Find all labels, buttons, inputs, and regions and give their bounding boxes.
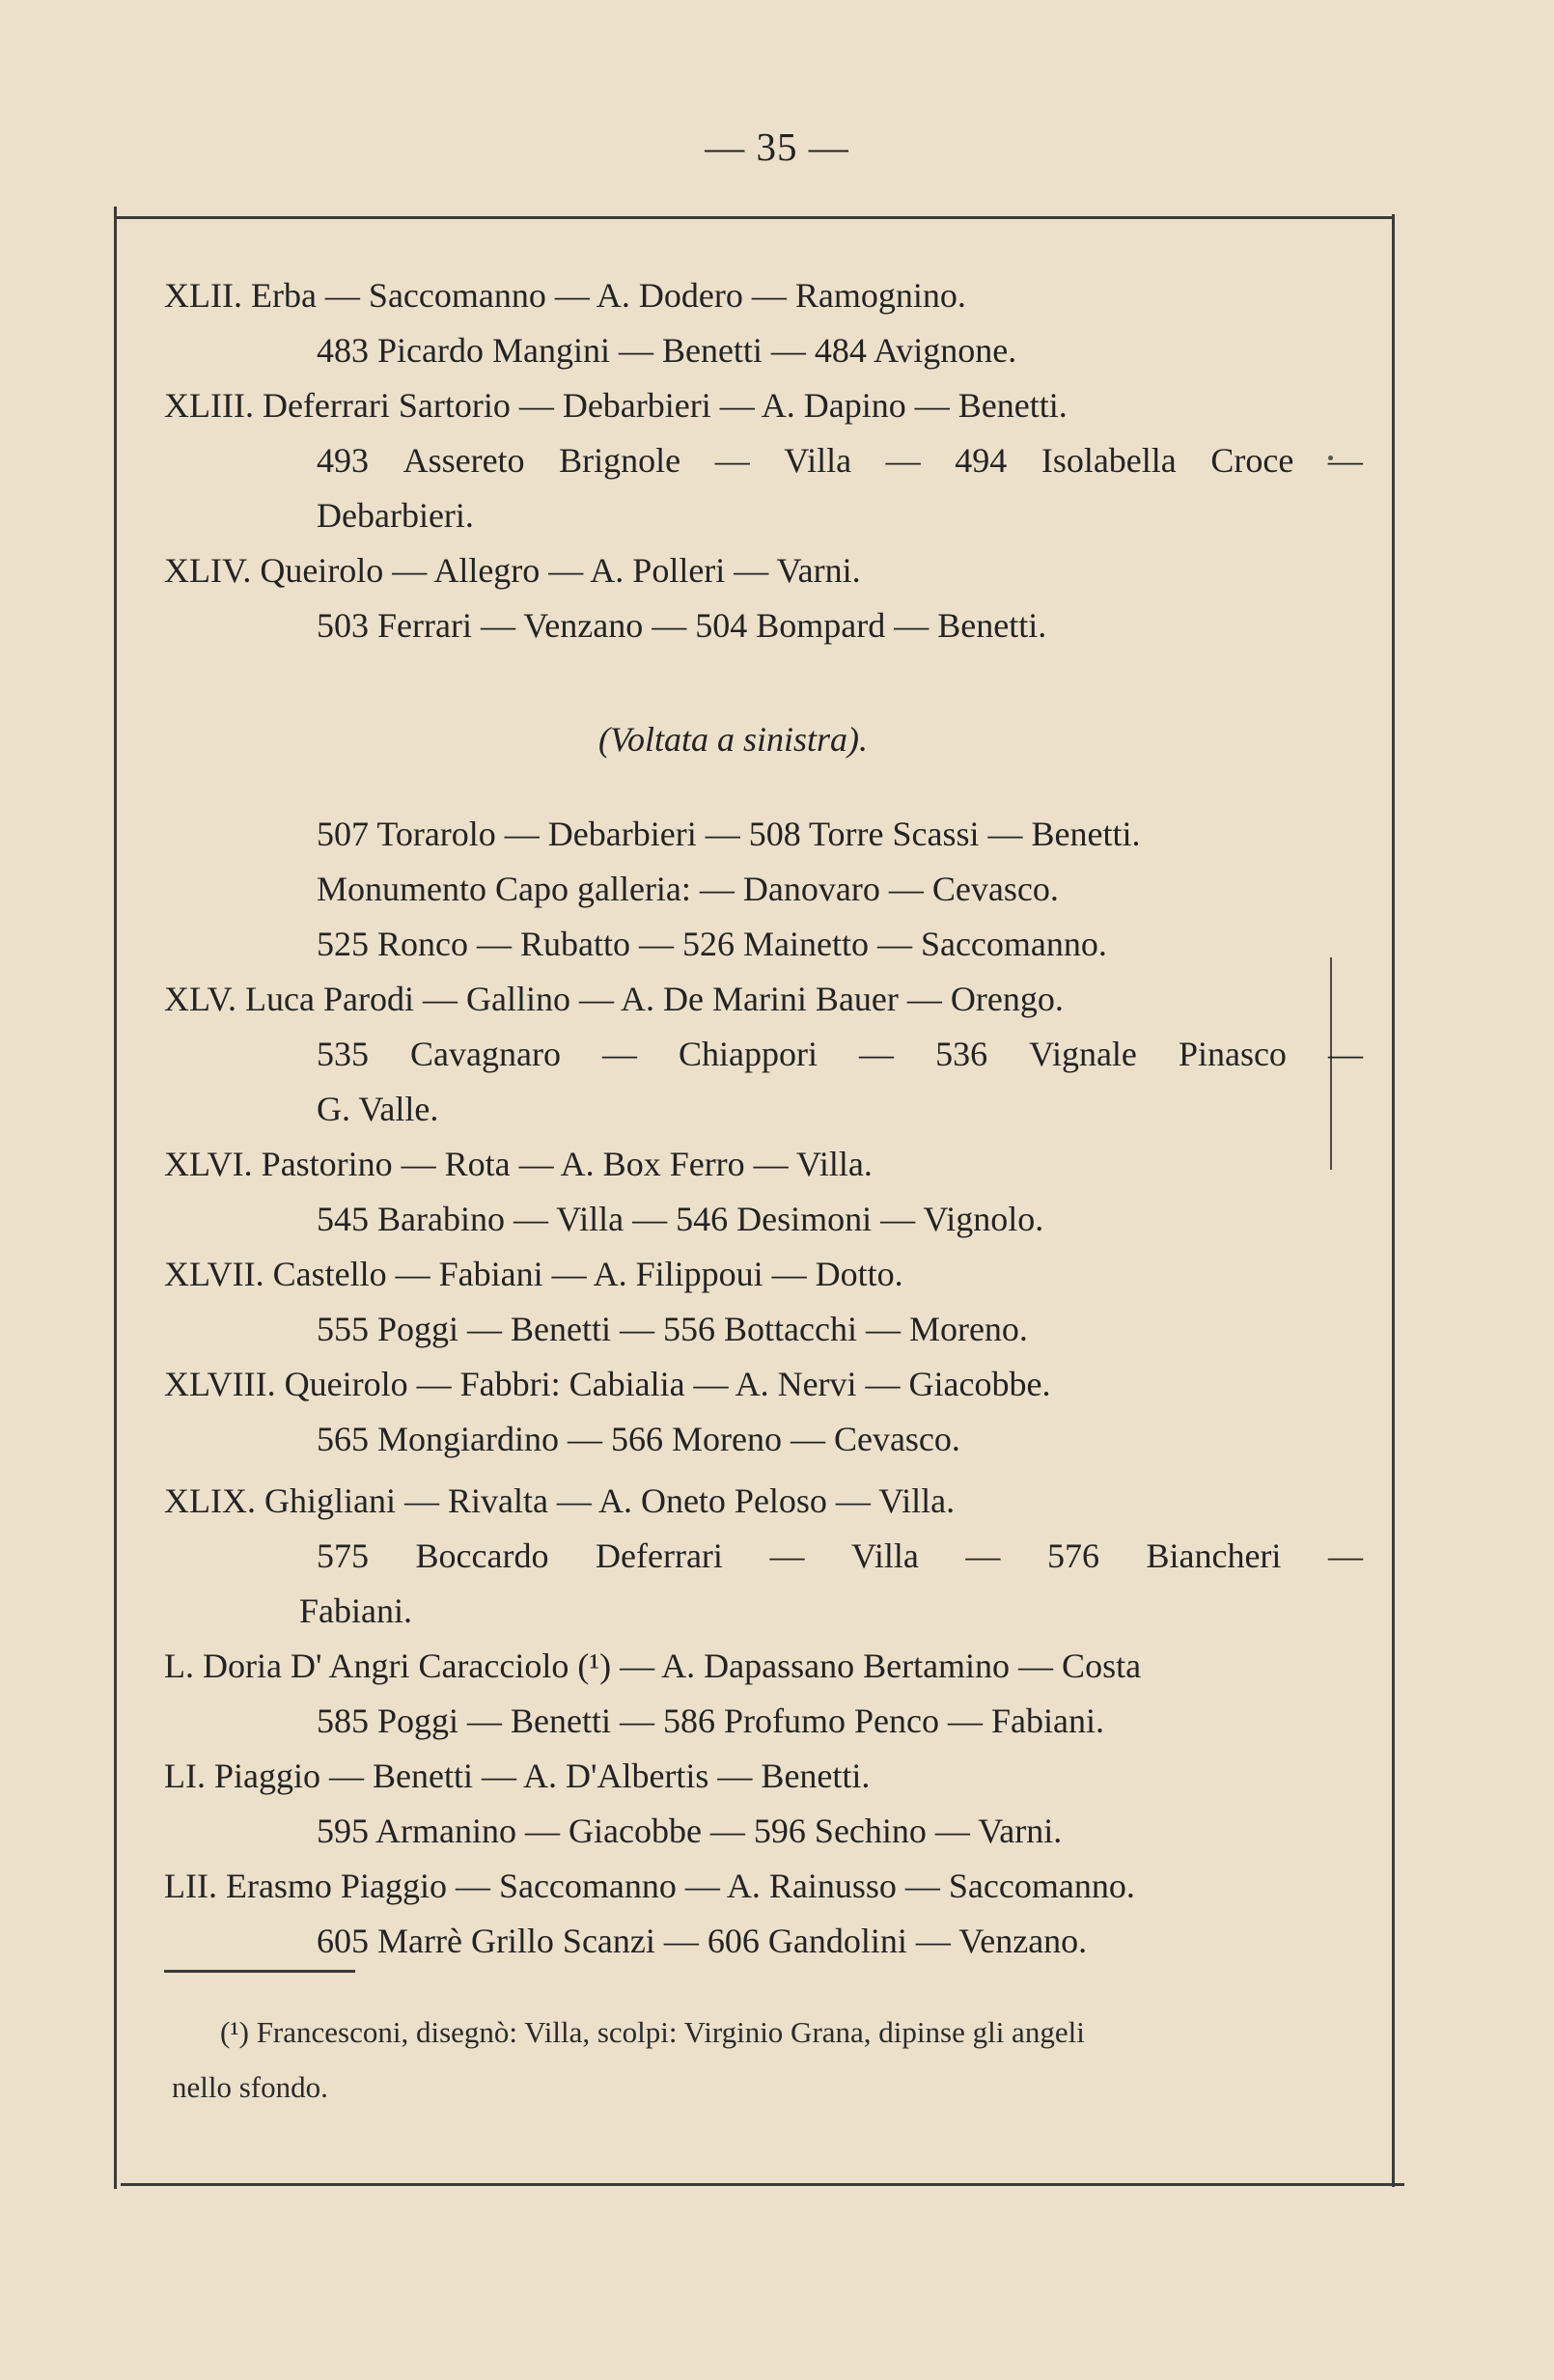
text-line: XLVI. Pastorino — Rota — A. Box Ferro — Villa. [164, 1145, 873, 1183]
text-line: 605 Marrè Grillo Scanzi — 606 Gandolini — Venzano. [317, 1922, 1088, 1960]
text-line: LI. Piaggio — Benetti — A. D'Albertis — Benetti. [164, 1757, 871, 1795]
footnote-line: (¹) Francesconi, disegnò: Villa, scolpi: Virginio Grana, dipinse gli angeli [220, 2015, 1085, 2049]
text-line: Monumento Capo galleria: — Danovaro — Cevasco. [317, 870, 1059, 908]
text-line: 595 Armanino — Giacobbe — 596 Sechino — Varni. [317, 1812, 1063, 1850]
bottom-rule [121, 2183, 1404, 2186]
text-line: 483 Picardo Mangini — Benetti — 484 Avignone. [317, 331, 1017, 370]
text-line: 507 Torarolo — Debarbieri — 508 Torre Scassi — Benetti. [317, 815, 1141, 853]
text-line: 525 Ronco — Rubatto — 526 Mainetto — Saccomanno. [317, 925, 1107, 963]
text-line: 545 Barabino — Villa — 546 Desimoni — Vignolo. [317, 1200, 1044, 1238]
text-line: 535 Cavagnaro — Chiappori — 536 Vignale Pinasco — [317, 1035, 1363, 1073]
top-rule [114, 216, 1394, 219]
text-line: XLIV. Queirolo — Allegro — A. Polleri — Varni. [164, 551, 861, 590]
text-line: G. Valle. [317, 1090, 439, 1128]
text-line: XLIX. Ghigliani — Rivalta — A. Oneto Peloso — Villa. [164, 1481, 956, 1520]
footnote-line: nello sfondo. [172, 2070, 328, 2104]
text-line: Fabiani. [299, 1591, 412, 1630]
text-line: XLIII. Deferrari Sartorio — Debarbieri — A. Dapino — Benetti. [164, 386, 1068, 425]
text-line: 503 Ferrari — Venzano — 504 Bompard — Benetti. [317, 606, 1047, 645]
text-line: 565 Mongiardino — 566 Moreno — Cevasco. [317, 1420, 960, 1458]
text-line: XLV. Luca Parodi — Gallino — A. De Marini Bauer — Orengo. [164, 980, 1064, 1018]
footnote-rule [164, 1970, 355, 1973]
left-rule [114, 207, 117, 2189]
text-line: 493 Assereto Brignole — Villa — 494 Isolabella Croce — [317, 441, 1363, 480]
text-line: 555 Poggi — Benetti — 556 Bottacchi — Moreno. [317, 1310, 1028, 1348]
text-line: 575 Boccardo Deferrari — Villa — 576 Biancheri — [317, 1536, 1363, 1575]
text-line: XLII. Erba — Saccomanno — A. Dodero — Ramognino. [164, 276, 966, 315]
text-line: Debarbieri. [317, 496, 474, 535]
text-line: XLVIII. Queirolo — Fabbri: Cabialia — A. Nervi — Giacobbe. [164, 1365, 1051, 1403]
right-rule [1392, 214, 1395, 2187]
text-line: XLVII. Castello — Fabiani — A. Filippoui — Dotto. [164, 1255, 903, 1293]
text-line: L. Doria D' Angri Caracciolo (¹) — A. Dapassano Bertamino — Costa [164, 1647, 1142, 1685]
text-line: (Voltata a sinistra). [598, 720, 869, 759]
page-number: — 35 — [705, 125, 849, 169]
text-line: LII. Erasmo Piaggio — Saccomanno — A. Rainusso — Saccomanno. [164, 1867, 1135, 1905]
text-line: 585 Poggi — Benetti — 586 Profumo Penco — Fabiani. [317, 1702, 1104, 1740]
